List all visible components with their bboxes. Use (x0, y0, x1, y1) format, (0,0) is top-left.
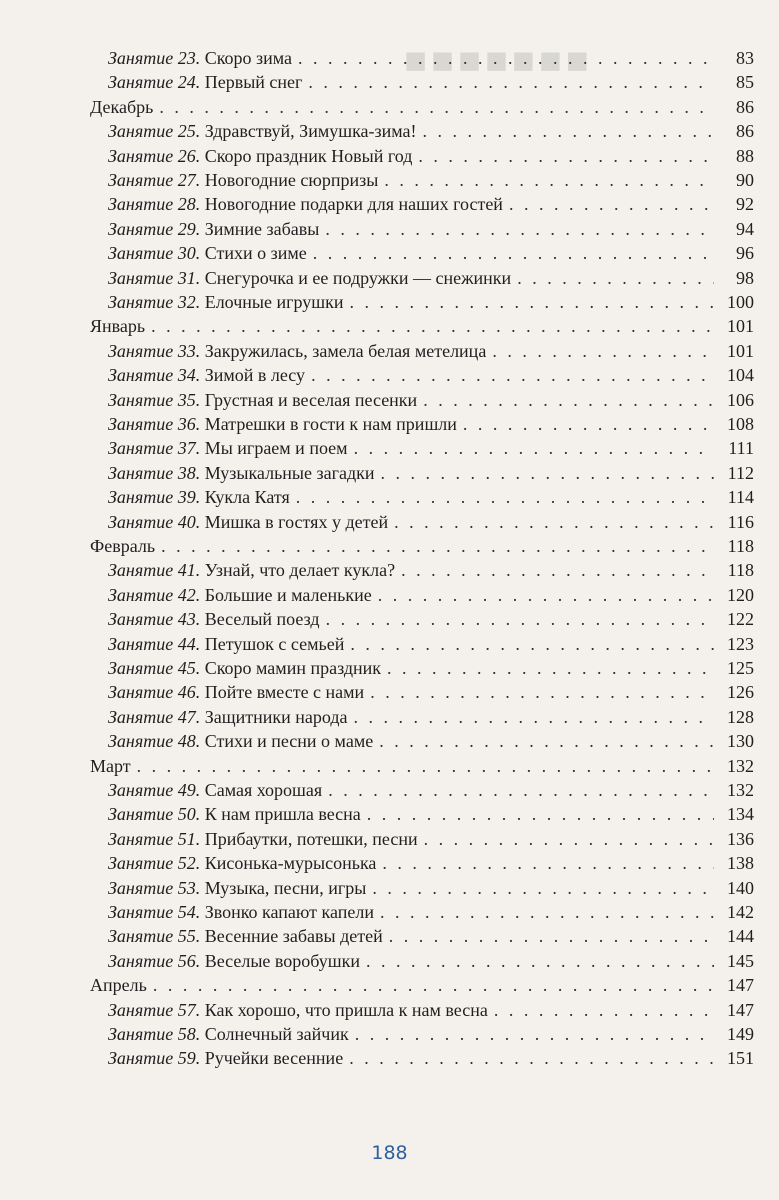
dot-leader (492, 338, 714, 364)
lesson-number: Занятие 37. (108, 438, 201, 459)
toc-lesson-row (108, 411, 754, 437)
lesson-number: Занятие 36. (108, 414, 201, 434)
entry-page-number: 144 (727, 926, 754, 947)
lesson-label (108, 704, 347, 730)
dot-leader (401, 557, 714, 583)
dot-leader (517, 265, 714, 291)
toc-lesson-row (108, 606, 754, 632)
dot-leader (311, 362, 714, 388)
lesson-number: Занятие 46. (108, 682, 201, 703)
lesson-title: Солнечный зайчик (204, 1024, 349, 1044)
dot-leader (382, 850, 714, 876)
toc-lesson-row (108, 167, 754, 193)
toc-lesson-row (108, 289, 754, 315)
lesson-title: Снегурочка и ее подружки — снежинки (204, 267, 512, 288)
month-title: Январь (90, 316, 146, 337)
lesson-title: Веселые воробушки (204, 950, 360, 971)
lesson-title: Елочные игрушки (204, 292, 344, 312)
lesson-title: Скоро зима (204, 48, 293, 68)
lesson-label (108, 509, 388, 535)
dot-leader (370, 679, 714, 705)
lesson-label (108, 826, 418, 852)
lesson-number: Занятие 55. (108, 926, 201, 947)
entry-page-number: 151 (727, 1048, 754, 1069)
lesson-title: Веселый поезд (204, 609, 320, 630)
lesson-label (108, 45, 292, 71)
entry-page-number: 116 (727, 511, 754, 532)
lesson-number: Занятие 25. (108, 121, 201, 142)
lesson-label (108, 460, 375, 486)
lesson-number: Занятие 54. (108, 902, 201, 922)
entry-page-number: 96 (736, 243, 754, 264)
toc-month-row (90, 753, 754, 779)
lesson-number: Занятие 30. (108, 243, 201, 264)
lesson-number: Занятие 32. (108, 292, 201, 312)
lesson-title: Ручейки весенние (204, 1048, 344, 1069)
entry-page-number: 140 (727, 877, 754, 898)
entry-page-number: 108 (727, 414, 754, 434)
toc-lesson-row (108, 582, 754, 608)
dot-leader (298, 45, 714, 71)
lesson-label (108, 777, 322, 803)
entry-page-number: 106 (727, 389, 754, 410)
lesson-number: Занятие 53. (108, 877, 201, 898)
lesson-number: Занятие 44. (108, 633, 201, 654)
dot-leader (389, 923, 714, 949)
dot-leader (394, 509, 714, 535)
lesson-number: Занятие 40. (108, 511, 201, 532)
lesson-number: Занятие 47. (108, 706, 201, 727)
lesson-number: Занятие 27. (108, 170, 201, 190)
lesson-label (108, 850, 376, 876)
entry-page-number: 100 (727, 292, 754, 312)
entry-page-number: 136 (727, 828, 754, 849)
lesson-label (108, 997, 488, 1023)
lesson-label (108, 118, 417, 144)
lesson-title: Прибаутки, потешки, песни (204, 828, 418, 849)
lesson-label (108, 557, 395, 583)
entry-page-number: 88 (736, 145, 754, 166)
toc-lesson-row (108, 557, 754, 583)
toc-lesson-row (108, 216, 754, 242)
toc-lesson-row (108, 362, 754, 388)
lesson-number: Занятие 23. (108, 48, 201, 68)
toc-lesson-row (108, 997, 754, 1023)
toc-lesson-row (108, 265, 754, 291)
entry-page-number: 134 (727, 804, 754, 825)
lesson-title: Здравствуй, Зимушка-зима! (204, 121, 417, 142)
toc-lesson-row (108, 631, 754, 657)
dot-leader (159, 94, 714, 120)
dot-leader (153, 972, 714, 998)
lesson-number: Занятие 28. (108, 194, 201, 215)
month-title: Апрель (90, 975, 147, 996)
lesson-label (108, 143, 412, 169)
toc-month-row (90, 972, 754, 998)
entry-page-number: 120 (727, 584, 754, 605)
lesson-number: Занятие 33. (108, 340, 201, 361)
lesson-number: Занятие 45. (108, 658, 201, 678)
lesson-number: Занятие 31. (108, 267, 201, 288)
entry-page-number: 98 (736, 267, 754, 288)
lesson-label (108, 923, 383, 949)
toc-lesson-row (108, 435, 754, 461)
entry-page-number: 92 (736, 194, 754, 215)
toc-lesson-row (108, 460, 754, 486)
lesson-title: Весенние забавы детей (204, 926, 383, 947)
entry-page-number: 142 (727, 902, 754, 922)
dot-leader (325, 216, 714, 242)
lesson-label (108, 875, 366, 901)
lesson-title: Как хорошо, что пришла к нам весна (204, 999, 488, 1020)
lesson-title: Петушок с семьей (204, 633, 345, 654)
dot-leader (378, 582, 714, 608)
entry-page-number: 147 (727, 999, 754, 1020)
toc-lesson-row (108, 704, 754, 730)
toc-month-row (90, 533, 754, 559)
toc-lesson-row (108, 338, 754, 364)
toc-lesson-row (108, 679, 754, 705)
toc-lesson-row (108, 948, 754, 974)
dot-leader (151, 313, 714, 339)
entry-page-number: 118 (727, 560, 754, 581)
lesson-label (108, 216, 319, 242)
lesson-label (108, 679, 364, 705)
month-title: Декабрь (90, 96, 154, 117)
lesson-number: Занятие 34. (108, 365, 201, 386)
toc-lesson-row (108, 826, 754, 852)
dot-leader (384, 167, 714, 193)
lesson-label (108, 631, 344, 657)
entry-page-number: 123 (727, 633, 754, 654)
dot-leader (463, 411, 714, 437)
lesson-label (108, 1045, 343, 1071)
lesson-title: Кисонька-мурысонька (204, 853, 377, 874)
lesson-number: Занятие 56. (108, 950, 201, 971)
lesson-title: Матрешки в гости к нам пришли (204, 414, 457, 434)
lesson-title: Звонко капают капели (204, 902, 374, 922)
lesson-title: Новогодние подарки для наших гостей (204, 194, 503, 215)
lesson-title: Первый снег (204, 72, 303, 93)
lesson-label (108, 728, 373, 754)
lesson-label (108, 435, 348, 461)
lesson-number: Занятие 50. (108, 804, 201, 825)
entry-page-number: 85 (736, 72, 754, 93)
dot-leader (509, 191, 714, 217)
lesson-number: Занятие 24. (108, 72, 201, 93)
entry-page-number: 147 (727, 975, 754, 996)
lesson-number: Занятие 42. (108, 584, 201, 605)
dot-leader (137, 753, 714, 779)
lesson-number: Занятие 48. (108, 731, 201, 752)
lesson-title: Узнай, что делает кукла? (204, 560, 396, 581)
entry-page-number: 83 (736, 48, 754, 68)
entry-page-number: 128 (727, 706, 754, 727)
lesson-title: Скоро мамин праздник (204, 658, 382, 678)
lesson-label (108, 289, 344, 315)
dot-leader (380, 899, 714, 925)
entry-page-number: 111 (728, 438, 754, 459)
lesson-label (108, 338, 486, 364)
lesson-title: Стихи и песни о маме (204, 731, 374, 752)
page-number: 188 (371, 1142, 408, 1164)
entry-page-number: 130 (727, 731, 754, 752)
lesson-number: Занятие 52. (108, 853, 201, 874)
lesson-label (108, 240, 307, 266)
lesson-label (108, 484, 290, 510)
toc-month-row (90, 313, 754, 339)
toc-lesson-row (108, 509, 754, 535)
entry-page-number: 101 (727, 316, 754, 337)
toc-lesson-row (108, 118, 754, 144)
lesson-title: Новогодние сюрпризы (204, 170, 379, 190)
dot-leader (308, 69, 714, 95)
lesson-number: Занятие 51. (108, 828, 201, 849)
lesson-label (108, 411, 457, 437)
toc-lesson-row (108, 484, 754, 510)
lesson-number: Занятие 39. (108, 487, 201, 508)
dot-leader (367, 801, 714, 827)
toc-lesson-row (108, 1021, 754, 1047)
toc-lesson-row (108, 801, 754, 827)
entry-page-number: 94 (736, 218, 754, 239)
lesson-label (108, 899, 374, 925)
entry-page-number: 149 (727, 1024, 754, 1044)
lesson-number: Занятие 41. (108, 560, 201, 581)
lesson-title: Мишка в гостях у детей (204, 511, 389, 532)
entry-page-number: 104 (727, 365, 754, 386)
dot-leader (355, 1021, 714, 1047)
dot-leader (418, 143, 714, 169)
entry-page-number: 145 (727, 950, 754, 971)
lesson-number: Занятие 29. (108, 218, 201, 239)
entry-page-number: 125 (727, 658, 754, 678)
lesson-title: Скоро праздник Новый год (204, 145, 413, 166)
toc-lesson-row (108, 728, 754, 754)
dot-leader (313, 240, 714, 266)
lesson-title: Пойте вместе с нами (204, 682, 365, 703)
lesson-title: Кукла Катя (204, 487, 290, 508)
toc-lesson-row (108, 69, 754, 95)
toc-lesson-row (108, 45, 754, 71)
entry-page-number: 138 (727, 853, 754, 874)
month-title: Март (90, 755, 131, 776)
dot-leader (366, 948, 714, 974)
lesson-title: Музыка, песни, игры (204, 877, 367, 898)
dot-leader (349, 1045, 714, 1071)
lesson-number: Занятие 59. (108, 1048, 201, 1069)
entry-page-number: 126 (727, 682, 754, 703)
lesson-number: Занятие 35. (108, 389, 201, 410)
lesson-title: Большие и маленькие (204, 584, 372, 605)
toc-lesson-row (108, 240, 754, 266)
toc-month-row (90, 94, 754, 120)
lesson-label (108, 606, 320, 632)
toc-lesson-row (108, 777, 754, 803)
dot-leader (350, 631, 714, 657)
lesson-label (108, 191, 503, 217)
lesson-label (108, 69, 302, 95)
lesson-label (108, 582, 372, 608)
entry-page-number: 86 (736, 121, 754, 142)
lesson-number: Занятие 57. (108, 999, 201, 1020)
dot-leader (423, 118, 714, 144)
dot-leader (423, 387, 714, 413)
dot-leader (372, 875, 714, 901)
toc-lesson-row (108, 1045, 754, 1071)
lesson-label (108, 948, 360, 974)
toc-lesson-row (108, 191, 754, 217)
toc-lesson-row (108, 899, 754, 925)
dot-leader (379, 728, 714, 754)
toc-lesson-row (108, 655, 754, 681)
lesson-label (108, 655, 381, 681)
dot-leader (296, 484, 714, 510)
lesson-title: Закружилась, замела белая метелица (204, 340, 487, 361)
lesson-title: К нам пришла весна (204, 804, 361, 825)
dot-leader (424, 826, 714, 852)
lesson-number: Занятие 49. (108, 780, 201, 800)
entry-page-number: 114 (727, 487, 754, 508)
lesson-title: Грустная и веселая песенки (204, 389, 418, 410)
toc-lesson-row (108, 387, 754, 413)
lesson-title: Музыкальные загадки (204, 462, 375, 483)
entry-page-number: 132 (727, 755, 754, 776)
dot-leader (353, 704, 714, 730)
lesson-number: Занятие 26. (108, 145, 201, 166)
entry-page-number: 112 (727, 462, 754, 483)
bleed-through-heading: ■■■■■■■ (400, 40, 589, 82)
dot-leader (350, 289, 715, 315)
lesson-number: Занятие 58. (108, 1024, 201, 1044)
toc-lesson-row (108, 923, 754, 949)
dot-leader (381, 460, 715, 486)
entry-page-number: 101 (727, 340, 754, 361)
lesson-label (108, 265, 511, 291)
lesson-label (108, 167, 378, 193)
lesson-title: Зимой в лесу (204, 365, 306, 386)
dot-leader (328, 777, 714, 803)
entry-page-number: 132 (727, 780, 754, 800)
lesson-title: Самая хорошая (204, 780, 323, 800)
toc-lesson-row (108, 143, 754, 169)
lesson-label (108, 801, 361, 827)
entry-page-number: 118 (727, 536, 754, 556)
entry-page-number: 86 (736, 96, 754, 117)
month-title: Февраль (90, 536, 156, 556)
lesson-title: Защитники народа (204, 706, 348, 727)
lesson-number: Занятие 38. (108, 462, 201, 483)
lesson-number: Занятие 43. (108, 609, 201, 630)
entry-page-number: 122 (727, 609, 754, 630)
dot-leader (354, 435, 714, 461)
dot-leader (161, 533, 714, 559)
lesson-title: Зимние забавы (204, 218, 320, 239)
lesson-label (108, 1021, 349, 1047)
lesson-title: Мы играем и поем (204, 438, 348, 459)
lesson-label (108, 387, 417, 413)
dot-leader (387, 655, 714, 681)
toc-lesson-row (108, 850, 754, 876)
lesson-label (108, 362, 305, 388)
entry-page-number: 90 (736, 170, 754, 190)
dot-leader (494, 997, 714, 1023)
lesson-title: Стихи о зиме (204, 243, 307, 264)
toc-lesson-row (108, 875, 754, 901)
dot-leader (326, 606, 714, 632)
